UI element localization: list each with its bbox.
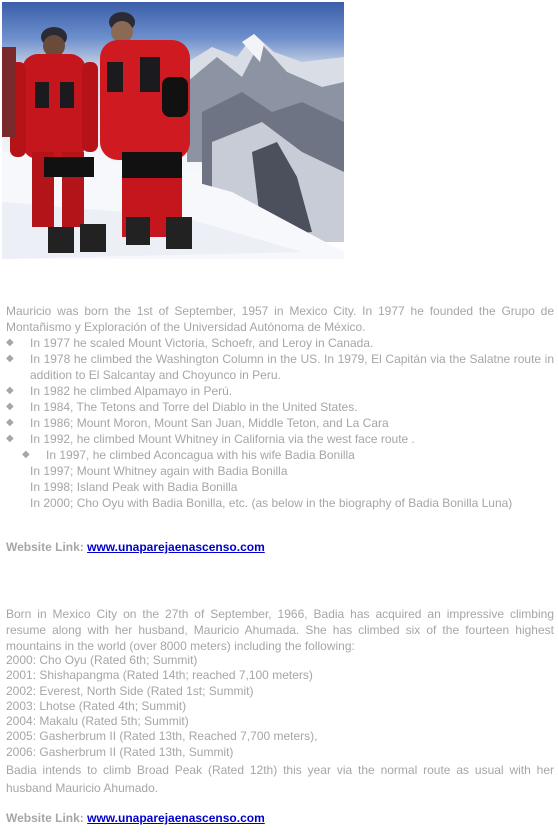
diamond-bullet-icon: ◆: [6, 337, 14, 348]
summit-scene-illustration: [2, 2, 344, 259]
list-item: ◆ In 1977 he scaled Mount Victoria, Schoefr, and Leroy in Canada.: [6, 336, 374, 350]
diamond-bullet-icon: ◆: [6, 385, 14, 396]
list-item: 2000: Cho Oyu (Rated 6th; Summit): [6, 653, 198, 667]
list-item: 2002: Everest, North Side (Rated 1st; Summit): [6, 683, 254, 698]
website-link-label: Website Link:: [6, 811, 88, 825]
mauricio-intro: Mauricio was born the 1st of September, 1957 in Mexico City. In 1977 he founded the Grupo de Montañismo y Exploración of the Universidad Autónoma de México.: [6, 304, 554, 334]
climbers-photo: [2, 2, 344, 259]
list-item: ◆ In 1992, he climbed Mount Whitney in California via the west face route .: [6, 432, 415, 446]
diamond-bullet-icon: ◆: [6, 433, 14, 444]
diamond-bullet-icon: ◆: [6, 417, 14, 428]
diamond-bullet-icon: ◆: [6, 401, 14, 412]
list-item: 2005: Gasherbrum II (Rated 13th, Reached 7,700 meters),: [6, 729, 318, 744]
list-item: In 1998; Island Peak with Badia Bonilla: [30, 480, 238, 494]
website-link-row-1: [6, 540, 265, 554]
list-item: 2006: Gasherbrum II (Rated 13th, Summit): [6, 744, 234, 759]
badia-climbs-list: [6, 653, 554, 760]
badia-intro: Born in Mexico City on the 27th of September, 1966, Badia has acquired an impressive climbing resume along with her husband, Mauricio Ahumada. She has climbed six of the fourteen highest mountains in the world (over 8000 meters) including the following:: [6, 607, 554, 653]
diamond-bullet-icon: ◆: [6, 353, 14, 364]
list-item: ◆ In 1984, The Tetons and Torre del Diablo in the United States.: [6, 400, 358, 414]
website-link[interactable]: www.unaparejaenascenso.com: [87, 540, 265, 554]
list-item: 2003: Lhotse (Rated 4th; Summit): [6, 698, 187, 713]
list-item: ◆ In 1978 he climbed the Washington Column in the US. In 1979, El Capitán via the Salatne route in addition to El Salcantay and Choyunco in Peru.: [6, 352, 554, 382]
list-item: ◆ In 1986; Mount Moron, Mount San Juan, Middle Teton, and La Cara: [6, 416, 389, 430]
website-link-row-2: [6, 811, 265, 825]
website-link[interactable]: www.unaparejaenascenso.com: [87, 811, 265, 825]
list-item: ◆ In 1982 he climbed Alpamayo in Perú.: [6, 384, 233, 398]
website-link-label: Website Link:: [6, 540, 88, 554]
list-item: In 1997; Mount Whitney again with Badia Bonilla: [30, 464, 288, 478]
list-item: 2001: Shishapangma (Rated 14th; reached 7,100 meters): [6, 668, 313, 683]
diamond-bullet-icon: ◆: [22, 449, 30, 460]
list-item: In 2000; Cho Oyu with Badia Bonilla, etc. (as below in the biography of Badia Bonilla Luna): [30, 496, 513, 510]
badia-closing: Badia intends to climb Broad Peak (Rated 12th) this year via the normal route as usual with her husband Mauricio Ahumado.: [6, 763, 554, 795]
sub-list-item: ◆ In 1997, he climbed Aconcagua with his wife Badia Bonilla: [22, 448, 355, 462]
list-item: 2004: Makalu (Rated 5th; Summit): [6, 714, 189, 729]
mauricio-climbs-list: [6, 335, 554, 511]
